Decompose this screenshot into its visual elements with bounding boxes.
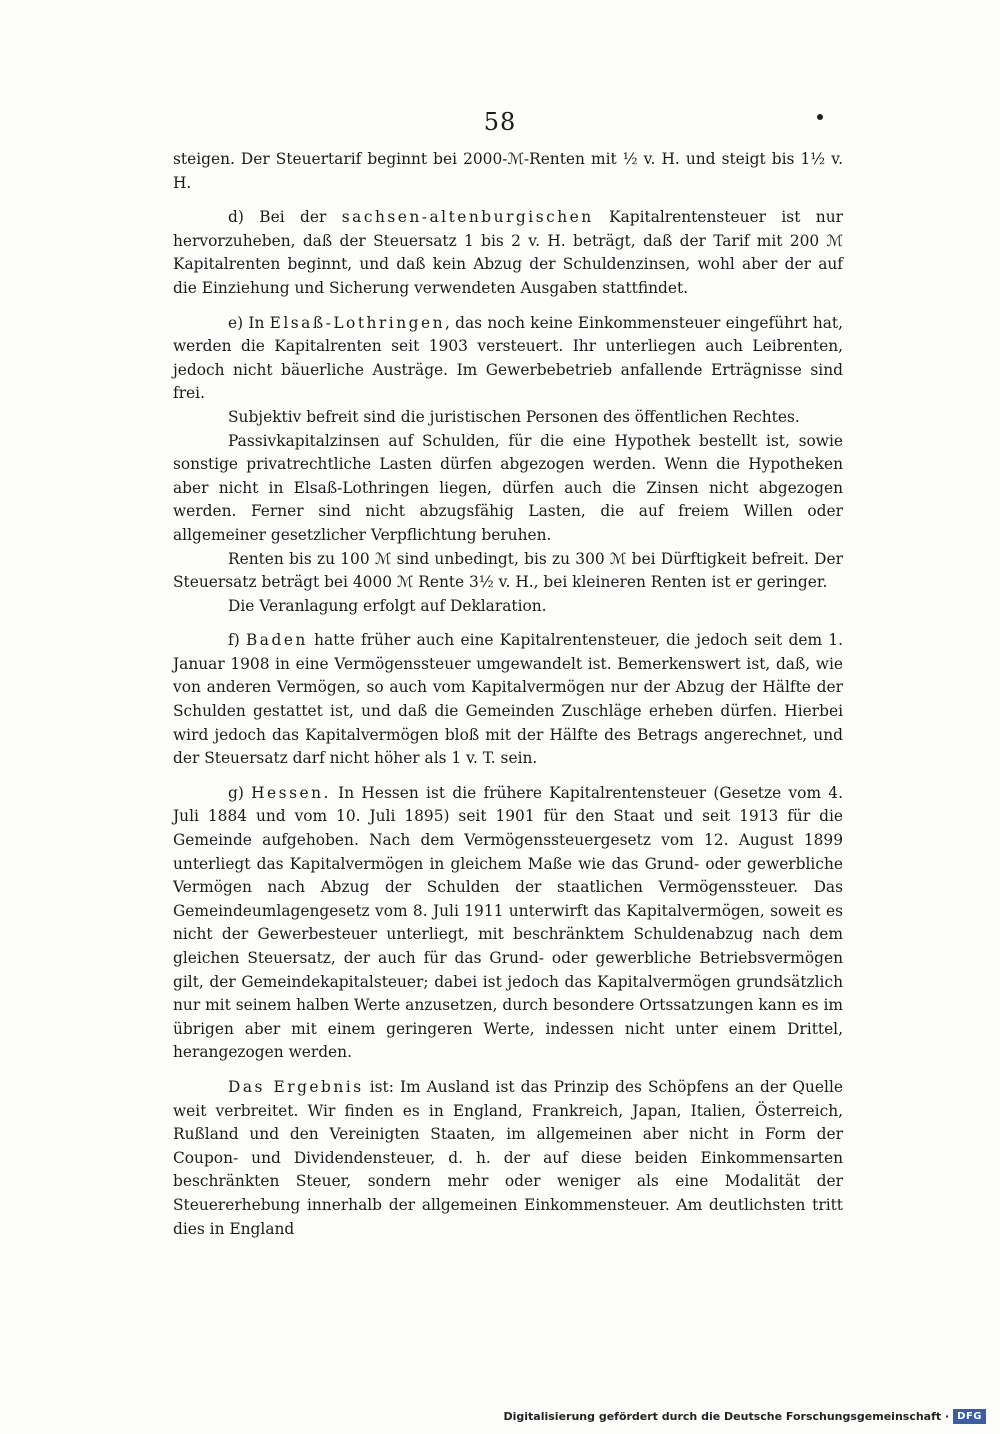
- paragraph-d-text: Kapitalrentensteuer ist nur hervorzuheben, daß der Steuersatz 1 bis 2 v. H. beträgt, daß der Tarif mit 200 ℳ Kapitalrenten beginnt, und daß kein Abzug der Schuldenzinsen, wohl aber der auf die Einziehung und Sicherung verwendeten Ausgaben stattfindet.: [173, 208, 843, 297]
- footer-text: Digitalisierung gefördert durch die Deutsche Forschungsgemeinschaft ·: [503, 1409, 950, 1423]
- paragraph-g: [173, 782, 843, 1065]
- dfg-logo-icon: DFG: [953, 1409, 986, 1424]
- paragraph-d-label: d) Bei der: [228, 208, 342, 227]
- paragraph-d-emphasis: sachsen-altenburgischen: [341, 208, 594, 227]
- paragraph-f-emphasis: Baden: [245, 631, 308, 650]
- paragraph-result-emphasis: Das Ergebnis: [228, 1077, 364, 1096]
- paragraph-subjective-exemption: Subjektiv befreit sind die juristischen Personen des öffentlichen Rechtes.: [228, 407, 800, 426]
- paragraph-g-emphasis: Hessen.: [251, 783, 331, 802]
- paragraph-result: [173, 1076, 843, 1241]
- body-text: [173, 148, 843, 1241]
- paragraph-e-label: e) In: [228, 313, 270, 332]
- paragraph-e: [173, 312, 843, 406]
- paragraph-f-label: f): [228, 631, 246, 650]
- paragraph-continuation: steigen. Der Steuertarif beginnt bei 2000-ℳ-Renten mit ½ v. H. und steigt bis 1½ v. H.: [173, 150, 843, 192]
- paragraph-f-text: hatte früher auch eine Kapitalrentensteuer, die jedoch seit dem 1. Januar 1908 in eine Vermögenssteuer umgewandelt ist. Bemerkenswert ist, daß, wie von anderen Vermögen, so auch vom Kapitalvermögen nur der Abzug der Hälfte der Schulden gestattet ist, und daß die Gemeinden Zuschläge erheben dürfen. Hierbei wird jedoch das Kapitalvermögen bloß mit der Hälfte des Betrags angerechnet, und der Steuersatz darf nicht höher als 1 v. T. sein.: [173, 631, 843, 768]
- paragraph-d: [173, 206, 843, 300]
- paragraph-e-emphasis: Elsaß-Lothringen: [269, 313, 445, 332]
- paragraph-result-text: ist: Im Ausland ist das Prinzip des Schöpfens an der Quelle weit verbreitet. Wir finden es in England, Frankreich, Japan, Italien, Österreich, Rußland und den Vereinigten Staaten, im allgemeinen aber nicht in Form der Coupon- und Dividendensteuer, d. h. der auf diese beiden Einkommensarten beschränkten Steuer, sondern mehr oder weniger als eine Modalität der Steuererhebung innerhalb der allgemeinen Einkommensteuer. Am deutlichsten tritt dies in England: [173, 1077, 843, 1238]
- paragraph-e-text: , das noch keine Einkommensteuer eingeführt hat, werden die Kapitalrenten seit 1903 versteuert. Ihr unterliegen auch Leibrenten, jedoch nicht bäuerliche Austräge. Im Gewerbebetrieb anfallende Erträgnisse sind frei.: [173, 313, 844, 403]
- paragraph-f: [173, 629, 843, 771]
- paragraph-g-text: In Hessen ist die frühere Kapitalrentensteuer (Gesetze vom 4. Juli 1884 und vom 10. Juli 1895) seit 1901 für den Staat und seit 1913 für die Gemeinde aufgehoben. Nach dem Vermögenssteuergesetz vom 12. August 1899 unterliegt das Kapitalvermögen in gleichem Maße wie das Grund- oder gewerbliche Vermögen nach Abzug der Schulden der staatlichen Vermögenssteuer. Das Gemeindeumlagengesetz vom 8. Juli 1911 unterwirft das Kapitalvermögen, soweit es nicht der Gewerbesteuer unterliegt, mit beschränktem Schuldenabzug nach dem gleichen Steuersatz, der auch für das Grund- oder gewerbliche Betriebsvermögen gilt, der Gemeindekapitalsteuer; dabei ist jedoch das Kapitalvermögen grundsätzlich nur mit seinem halben Werte anzusetzen, durch besondere Ortssatzungen kann es im übrigen aber mit einem geringeren Werte, indessen nicht unter einem Drittel, herangezogen werden.: [173, 783, 843, 1062]
- paragraph-g-label: g): [228, 783, 252, 802]
- paragraph-rent-thresholds: Renten bis zu 100 ℳ sind unbedingt, bis zu 300 ℳ bei Dürftigkeit befreit. Der Steuersatz beträgt bei 4000 ℳ Rente 3½ v. H., bei kleineren Renten ist er geringer.: [173, 549, 843, 592]
- ink-dot: [817, 114, 823, 120]
- paragraph-assessment: Die Veranlagung erfolgt auf Deklaration.: [228, 596, 547, 615]
- page-number: 58: [483, 108, 517, 136]
- paragraph-passive-interest: Passivkapitalzinsen auf Schulden, für die eine Hypothek bestellt ist, sowie sonstige privatrechtliche Lasten dürfen abgezogen werden. Wenn die Hypotheken aber nicht in Elsaß-Lothringen liegen, dürfen auch die Zinsen nicht abgezogen werden. Ferner sind nicht abzugsfähig Lasten, die auf freiem Willen oder allgemeiner gesetzlicher Verpflichtung beruhen.: [173, 431, 843, 544]
- digitization-footer: [503, 1406, 986, 1426]
